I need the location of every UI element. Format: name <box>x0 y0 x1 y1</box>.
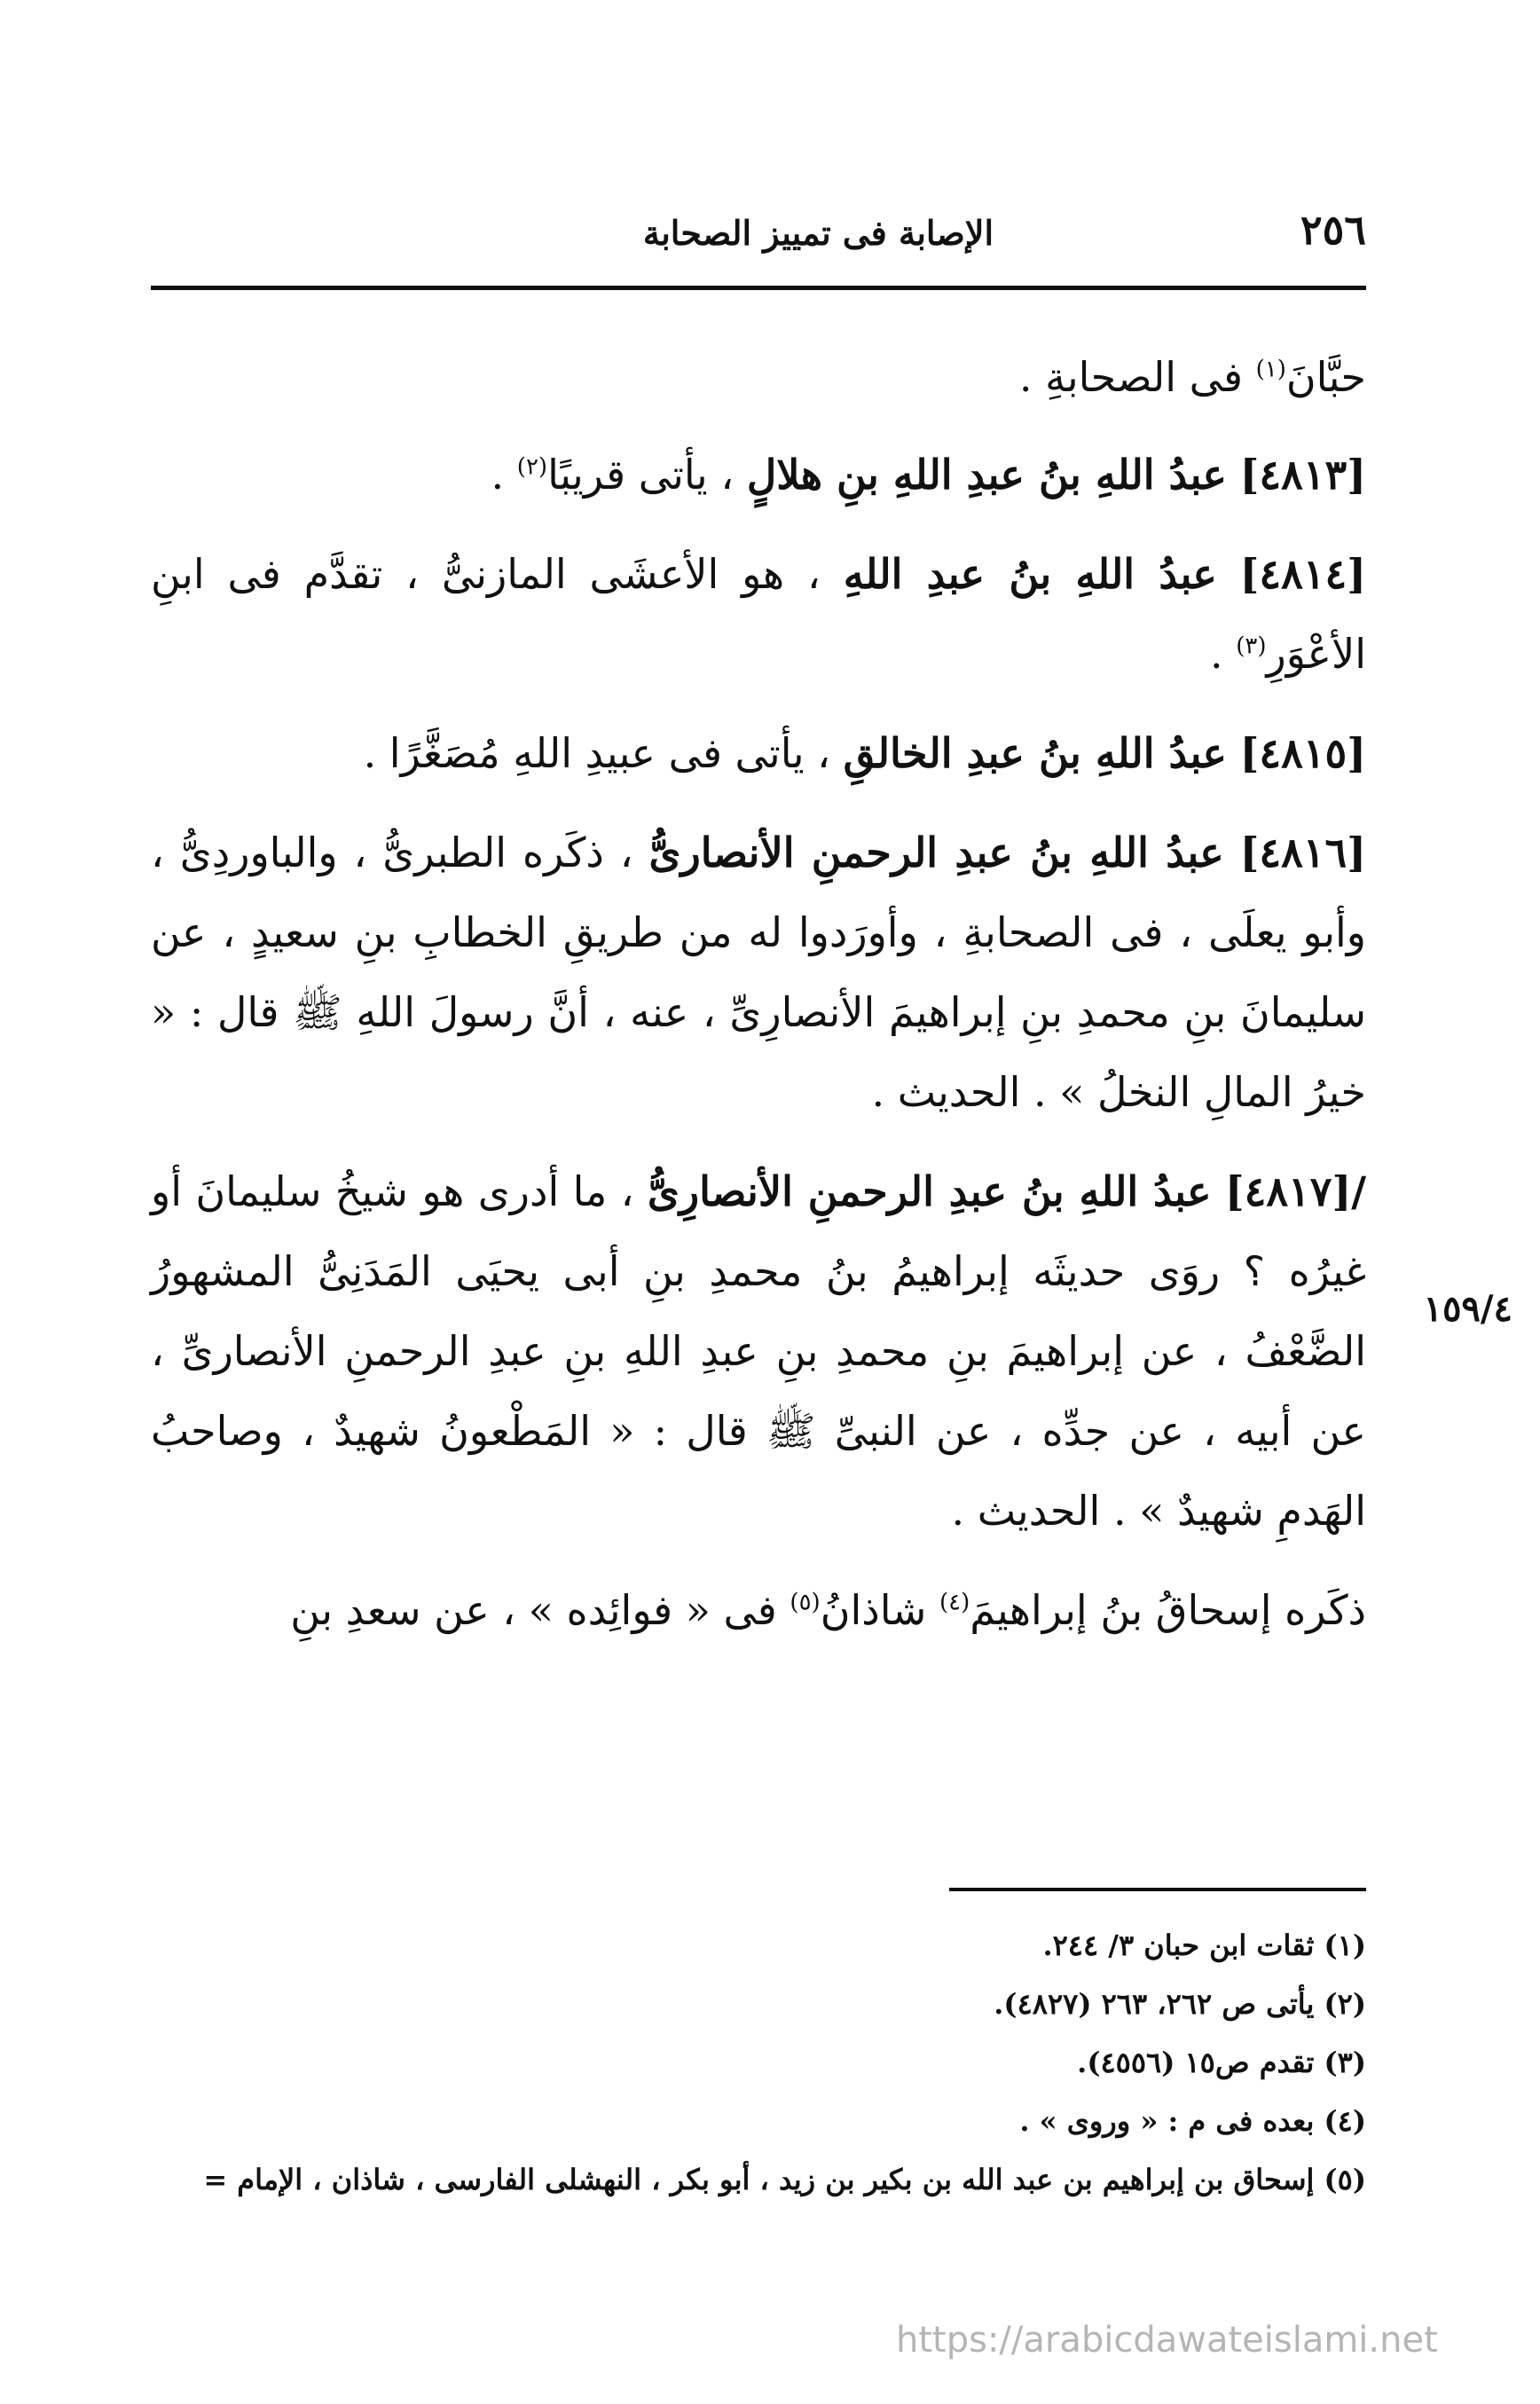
watermark-url: https://arabicdawateislami.net <box>896 2320 1438 2361</box>
text: ذكَره إسحاقُ بنُ إبراهيمَ <box>970 1586 1366 1634</box>
running-title: الإصابة فى تمييز الصحابة <box>642 213 994 253</box>
page-number: ٢٥٦ <box>1300 206 1366 254</box>
entry-number: [٤٨١٤] <box>1239 550 1367 598</box>
entry-name: عبدُ اللهِ بنُ عبدِ اللهِ <box>843 550 1217 598</box>
entry-text: . <box>1210 630 1237 678</box>
margin-reference: ١٥٩/٤ <box>1423 1288 1512 1330</box>
page-header <box>151 206 1366 268</box>
entry-text: ، يأتى قريبًا <box>547 451 747 499</box>
text: فى « فوائِده » ، عن سعدِ بنِ <box>290 1586 790 1634</box>
footnote-ref: (٣) <box>1236 632 1267 660</box>
entry-number: /[٤٨١٧] <box>1224 1167 1367 1215</box>
footnote: (٣) تقدم ص١٥ (٤٥٥٦). <box>1077 2046 1366 2079</box>
entry-number: [٤٨١٣] <box>1239 451 1366 499</box>
entry-4814 <box>151 534 1366 694</box>
entry-text: ، هو الأعشَى المازنىُّ ، تقدَّم فى ابنِ الأعْوَرِ <box>151 550 1366 678</box>
footnote-ref: (٥) <box>790 1589 821 1616</box>
footnote-rule <box>949 1888 1366 1891</box>
entry-name: عبدُ اللهِ بنُ عبدِ الرحمنِ الأنصارِىُّ <box>647 1167 1212 1215</box>
entry-4813 <box>151 435 1366 515</box>
paragraph-continuation <box>151 337 1366 417</box>
footnote-ref: (١) <box>1255 356 1286 383</box>
paragraph-last <box>151 1570 1366 1650</box>
footnote-ref: (٢) <box>516 453 548 481</box>
footnote-ref: (٤) <box>939 1589 970 1616</box>
entry-text: ، يأتى فى عبيدِ اللهِ مُصَغَّرًا . <box>363 729 844 777</box>
entry-number: [٤٨١٥] <box>1239 729 1366 777</box>
entry-text: ، ما أدرى هو شيخُ سليمانَ أو غيرُه ؟ روَى حديثَه إبراهيمُ بنُ محمدِ بنِ أبى يحيَى المَدَنِىُّ المشهورُ الضَّعْفُ ، عن إبراهيمَ بنِ محمدِ بنِ عبدِ اللهِ بنِ عبدِ الرحمنِ الأنصارىِّ ، عن أبيه ، عن جدِّه ، عن النبىِّ ﷺ قال : « المَطْعونُ شهيدٌ ، وصاحبُ الهَدمِ شهيدٌ » . الحديث . <box>151 1167 1366 1535</box>
main-text <box>151 337 1366 1669</box>
entry-name: عبدُ اللهِ بنُ عبدِ الخالقِ <box>843 729 1228 777</box>
text: حبَّانَ <box>1285 353 1366 401</box>
footnote: (٤) بعده فى م : « وروى » . <box>1019 2104 1366 2138</box>
text: شاذانُ <box>820 1586 939 1634</box>
footnotes <box>151 1916 1366 2209</box>
entry-4815 <box>151 713 1366 793</box>
entry-4816 <box>151 813 1366 1132</box>
entry-name: عبدُ اللهِ بنُ عبدِ الرحمنِ الأنصارىُّ <box>648 829 1224 876</box>
footnote: (٢) يأتى ص ٢٦٢، ٢٦٣ (٤٨٢٧). <box>994 1987 1366 2021</box>
entry-number: [٤٨١٦] <box>1239 829 1366 876</box>
footnote: (٥) إسحاق بن إبراهيم بن عبد الله بن بكير بن زيد ، أبو بكر ، النهشلى الفارسى ، شاذان ، الإمام = <box>203 2163 1366 2196</box>
footnote: (١) ثقات ابن حبان ٣/ ٢٤٤. <box>1042 1929 1366 1962</box>
entry-text: . <box>491 451 517 499</box>
entry-text: ، ذكَره الطبرىُّ ، والباوردِىُّ ، وأبو يعلَى ، فى الصحابةِ ، وأورَدوا له من طريقِ الخطابِ بنِ سعيدٍ ، عن سليمانَ بنِ محمدِ بنِ إبراهيمَ الأنصارِىِّ ، عنه ، أنَّ رسولَ اللهِ ﷺ قال : « خيرُ المالِ النخلُ » . الحديث . <box>151 829 1366 1116</box>
header-rule <box>151 286 1366 290</box>
text: فى الصحابةِ . <box>1018 353 1256 401</box>
entry-name: عبدُ اللهِ بنُ عبدِ اللهِ بنِ هلالٍ <box>746 451 1228 499</box>
entry-4817 <box>151 1151 1366 1551</box>
